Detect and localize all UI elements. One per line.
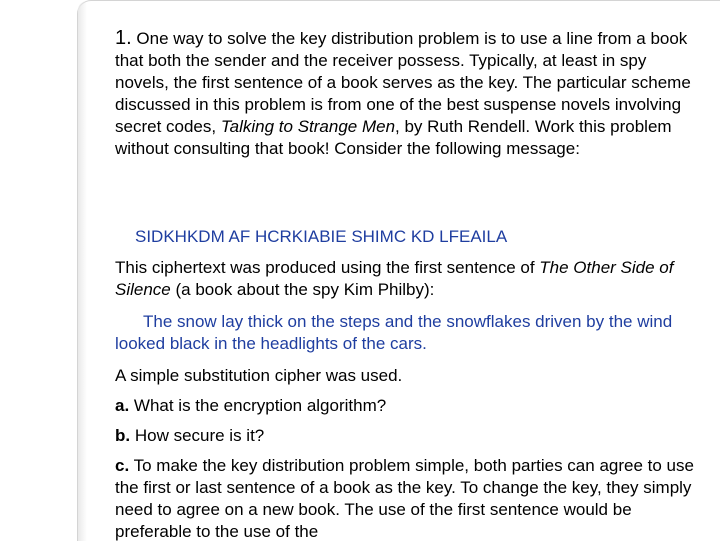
intro-text-a: One way to solve the key distribution problem is to use a line from a book that both the sender and the receiver possess. Typically, at least in spy novels, the first sentence of a book serves as the key. The particular scheme discussed in this problem is from one of the best suspense novels involving secret codes, [115, 29, 691, 136]
part-a-text: What is the encryption algorithm? [129, 396, 387, 415]
part-a [115, 395, 695, 417]
cipher-note: A simple substitution cipher was used. [115, 366, 403, 385]
problem-intro [115, 27, 695, 160]
produced-text-a: This ciphertext was produced using the first sentence of [115, 258, 540, 277]
produced-text [115, 257, 695, 301]
problem-number: 1. [115, 27, 132, 49]
book-title-2: The Other Side of Silence [115, 258, 674, 299]
part-c-label: c. [115, 456, 130, 475]
intro-text-b: , by Ruth Rendell. Work this problem without consulting that book! Consider the following message: [115, 117, 672, 158]
part-c [115, 455, 695, 543]
part-b-label: b. [115, 426, 131, 445]
book-title-1: Talking to Strange Men [220, 117, 396, 136]
plaintext: The snow lay thick on the steps and the snowflakes driven by the wind looked black in the headlights of the cars. [115, 312, 673, 353]
part-b-text: How secure is it? [130, 426, 265, 445]
frame-shadow [78, 1, 87, 541]
ciphertext: SIDKHKDM AF HCRKIABIE SHIMC KD LFEAILA [135, 227, 508, 246]
produced-text-b: (a book about the spy Kim Philby): [170, 280, 435, 299]
part-c-text: To make the key distribution problem simple, both parties can agree to use the first or last sentence of a book as the key. To change the key, they simply need to agree on a new book. The use of the first sentence would be preferable to the use of the [115, 456, 694, 541]
part-b [115, 425, 695, 447]
part-a-label: a. [115, 396, 130, 415]
